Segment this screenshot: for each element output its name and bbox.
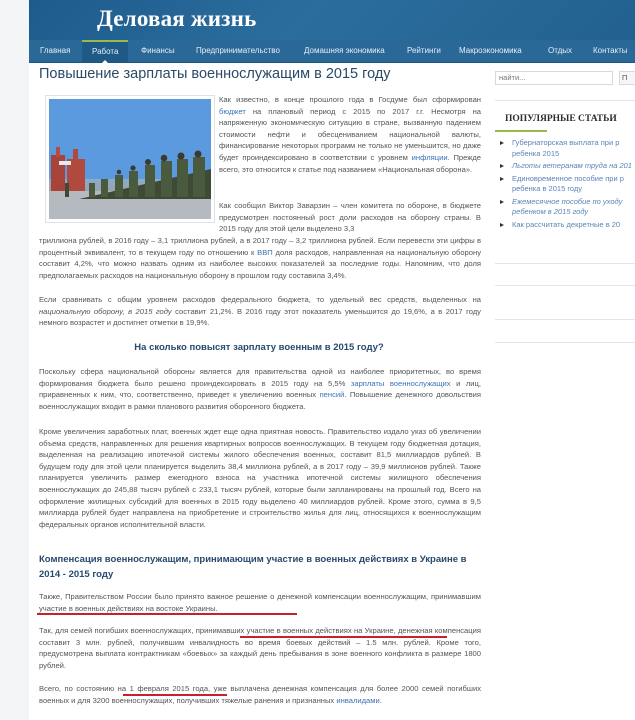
popular-article-5[interactable]: Как рассчитать декретные в 20 <box>495 220 635 231</box>
popular-article-1[interactable]: Губернаторская выплата при р ребенка 2015 <box>495 138 635 159</box>
paragraph-zavarzin-cont: триллиона рублей, в 2016 году – 3,1 триллиона рублей, а в 2017 году – 3,2 триллиона рублей. Если перевести эти цифры в процентный эквивалент, то в текущем году по отношению к ВВП доля расходов, направленная на национальную оборону составит 4,2%, что можно назвать одним из наиболее высоких показателей за последние годы. Напомним, что доля предполагаемых расходов на национальную оборону в прошлом году составила 3,4%. <box>39 236 481 280</box>
nav-item-entrepreneurship[interactable]: Предпринимательство <box>196 46 280 55</box>
paragraph-housing: Кроме увеличения заработных плат, военных ждет еще одна приятная новость. Правительство издало указ об увеличении объема средств, направленных для решения квартирных вопросов военнослужащих. В текущем году бюджетная дотация, выделенная на реализацию ипотечной системы жилого обеспечения военных, составит 81,5 миллиардов рублей. В будущем году для этой цели планируется выделить 38,4 миллиона рублей, а в 2017 году – 39,9 миллионов рублей. Также планируется увеличить размер ежегодного взноса на участника ипотечной системы жилищного обеспечения военнослужащих до 245,88 тысяч рублей с 233,1 тысяч рублей, которые были запланированы на прошлый год. Всего на оформление жилищных субсидий для военных в 2015 году выделено 40 миллиардов рублей. Кроме этого, сумма в 9,5 миллиарда рублей будет направлена на приобретение и строительство жилья для лиц, относящихся к военнослужащим федеральных органов исполнительной власти. <box>39 427 481 529</box>
paragraph-compensation-decision: Также, Правительством России было принято важное решение о денежной компенсации военнослужащим, принимавшим участие в военных действиях на востоке Украины. <box>39 592 481 613</box>
paragraph-paid-compensation: Всего, по состоянию на 1 февраля 2015 года, уже выплачена денежная компенсация для более 2000 семей погибших военных и для 3200 военнослужащих, получивших тяжелые ранения и признанных инвалидами. <box>39 684 482 705</box>
search-input[interactable] <box>495 71 613 85</box>
paragraph-budget-share: Если сравнивать с общим уровнем расходов федерального бюджета, то удельный вес средств, выделенных на национальную оборону, в 2015 году составит 21,2%. В 2016 году этот показатель уменьшится до 19,6%, а в 2017 году немного возрастет и достигнет отметки в 19,9%. <box>39 295 481 328</box>
popular-title-accent <box>495 130 547 132</box>
popular-article-4[interactable]: Ежемесячное пособие по уходу ребенком в 2015 году <box>495 197 635 218</box>
paragraph-salary-indexation: Поскольку сфера национальной обороны является для правительства одной из наиболее приоритетных, во время формирования бюджета было решено проиндексировать в 2015 году на 5,5% зарплаты военнослужащих и лиц, приравненных к ним, что, соответственно, приведет к увеличению военных пенсий. Повышение денежного довольствия военнослужащих входит в рамки планового развития оборонного бюджета. <box>39 367 481 411</box>
page-gutter <box>0 0 28 720</box>
search-button[interactable]: П <box>619 71 635 85</box>
nav-item-work[interactable]: Работа <box>82 40 128 62</box>
nav-item-contacts[interactable]: Контакты <box>593 46 628 55</box>
article-photo <box>49 99 211 219</box>
red-underline-3 <box>123 694 227 696</box>
popular-articles-title: ПОПУЛЯРНЫЕ СТАТЬИ <box>505 114 617 124</box>
sidebar-divider-2 <box>495 263 635 264</box>
nav-item-finance[interactable]: Финансы <box>141 46 175 55</box>
link-inflation[interactable]: инфляции <box>411 152 448 162</box>
link-budget[interactable]: бюджет <box>219 106 246 116</box>
popular-articles-list <box>495 138 635 232</box>
main-nav <box>29 40 635 63</box>
nav-item-home-economy[interactable]: Домашняя экономика <box>304 46 385 55</box>
sidebar-divider-4 <box>495 319 635 320</box>
subheading-salary-raise: На сколько повысят зарплату военным в 2015 году? <box>134 342 384 353</box>
sidebar-divider-3 <box>495 285 635 286</box>
nav-item-ratings[interactable]: Рейтинги <box>407 46 441 55</box>
red-underline-1 <box>37 613 297 615</box>
site-title[interactable]: Деловая жизнь <box>97 6 257 31</box>
article-photo-frame <box>45 95 215 223</box>
nav-item-home[interactable]: Главная <box>40 46 71 55</box>
link-disabled[interactable]: инвалидами <box>336 695 380 705</box>
sidebar-divider-5 <box>495 342 635 343</box>
paragraph-compensation-amounts: Так, для семей погибших военнослужащих, принимавших участие в военных действиях на Украине, денежная компенсация составит 3 млн. рублей, получившим инвалидность во время боевых действий – 1.5 млн. рублей. Кроме того, предусмотрена выплата контрактникам «боевых» за каждый день пребывания в зоне военного конфликта в размере 1800 рублей. <box>39 626 481 670</box>
popular-article-3[interactable]: Единовременное пособие при р ребенка в 2015 году <box>495 174 635 195</box>
paragraph-zavarzin: Как сообщил Виктор Заварзин – член комитета по обороне, в бюджете предусмотрен постоянный рост доли расходов на оборону страны. В 2015 году для этой цели выделено 3,3 <box>219 201 481 234</box>
nav-item-macroeconomics[interactable]: Макроэкономика <box>459 46 522 55</box>
site-header <box>29 0 635 40</box>
link-gdp[interactable]: ВВП <box>257 247 273 257</box>
popular-article-2[interactable]: Льготы ветеранам труда на 201 <box>495 161 635 172</box>
red-underline-2 <box>240 636 447 638</box>
paragraph-intro: Как известно, в конце прошлого года в Госдуме был сформирован бюджет на плановый период с 2015 по 2017 г.г. Несмотря на напряженную экономическую ситуацию в стране, вызванную падением стоимости нефти и обесцениванием национальной валюты, финансирование некоторых программ не только не уменьшится, но даже будет проиндексировано в соответствии с уровнем инфляции. Прежде всего, это относится к статье под названием «Национальная оборона». <box>219 95 481 174</box>
page <box>29 0 635 720</box>
article-title: Повышение зарплаты военнослужащим в 2015 году <box>39 66 391 82</box>
link-military-salary[interactable]: зарплаты военнослужащих <box>350 378 451 388</box>
link-pensions[interactable]: пенсий <box>319 390 345 400</box>
soldiers-parade-image <box>49 99 211 219</box>
nav-item-leisure[interactable]: Отдых <box>548 46 573 55</box>
sidebar-divider <box>495 100 635 101</box>
subheading-compensation: Компенсация военнослужащим, принимающим участие в военных действиях в Украине в 2014 - 2015 году <box>39 554 467 580</box>
sidebar <box>495 62 635 720</box>
